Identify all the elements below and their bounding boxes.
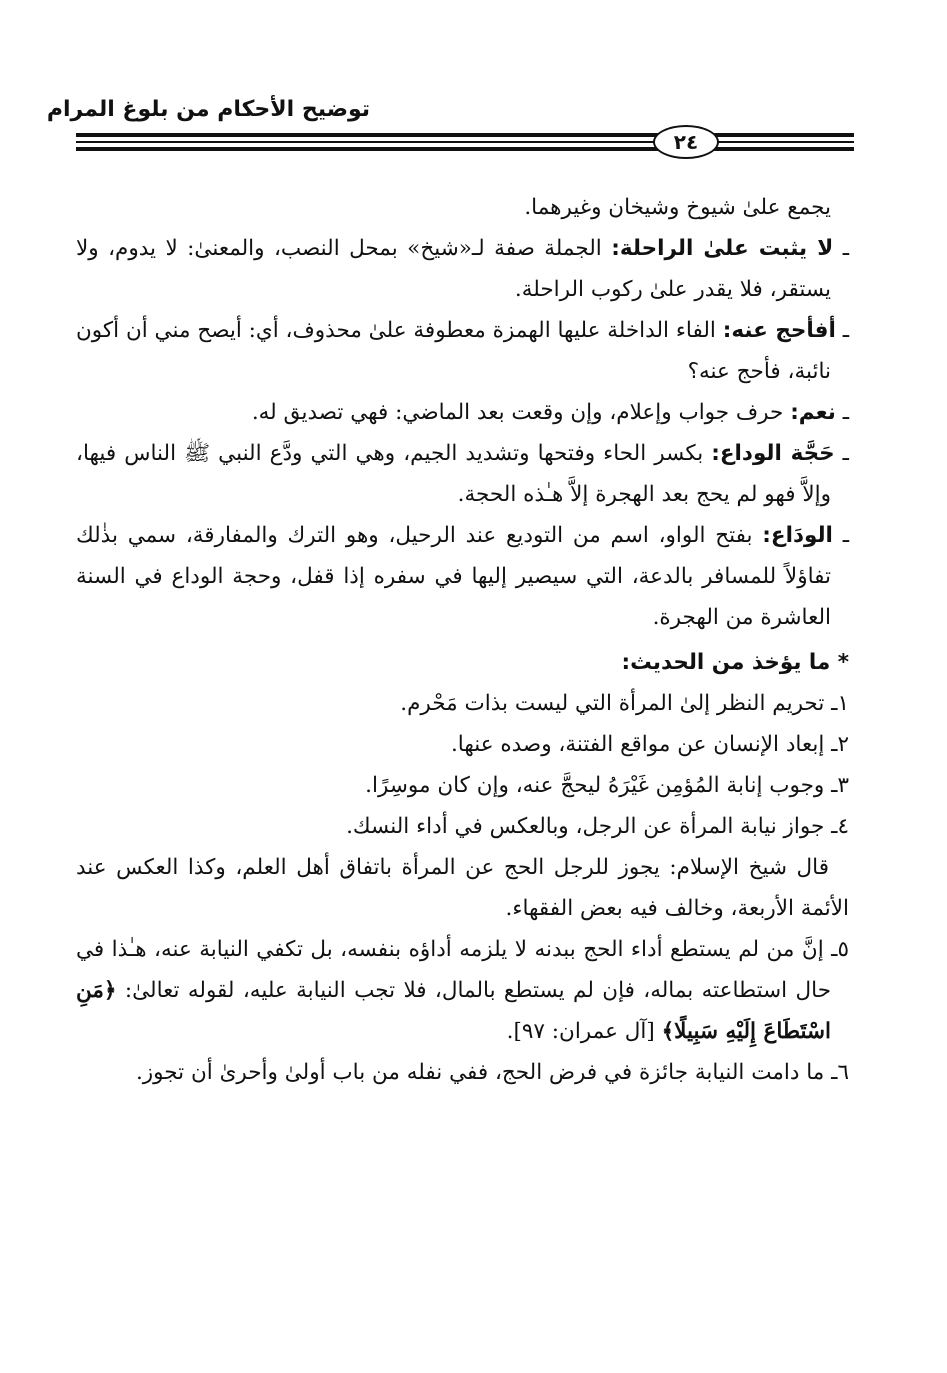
glossary-term: نعم: — [790, 400, 836, 425]
page-body — [76, 187, 849, 1093]
book-title: توضيح الأحكام من بلوغ المرام — [46, 97, 370, 122]
header-rule-bottom — [76, 147, 854, 151]
glossary-term: أفأحج عنه: — [722, 318, 836, 343]
glossary-definition: بكسر الحاء وفتحها وتشديد الجيم، وهي التي ودَّع النبي ﷺ الناس فيها، وإلاَّ فهو لم يحج بعد الهجرة إلاَّ هـٰذه الحجة. — [76, 441, 831, 507]
numbered-item — [76, 929, 849, 1052]
page-header — [46, 95, 854, 165]
glossary-term: الودَاع: — [762, 523, 833, 548]
glossary-entry: ـ أفأحج عنه: الفاء الداخلة عليها الهمزة معطوفة علىٰ محذوف، أي: أيصح مني أن أكون نائبة، فأحج عنه؟ — [76, 318, 849, 384]
glossary-entry: ـ لا يثبت علىٰ الراحلة: الجملة صفة لـ«شيخ» بمحل النصب، والمعنىٰ: لا يدوم، ولا يستقر، فلا يقدر علىٰ ركوب الراحلة. — [76, 236, 850, 302]
header-rule-middle — [76, 141, 854, 143]
numbered-item: ١ـ تحريم النظر إلىٰ المرأة التي ليست بذات مَحْرم. — [400, 691, 849, 716]
glossary-definition: بفتح الواو، اسم من التوديع عند الرحيل، وهو الترك والمفارقة، سمي بذٰلك تفاؤلاً للمسافر بالدعة، التي سيصير إليها في سفره إذا قفل، وحجة الوداع في السنة العاشرة من الهجرة. — [76, 523, 831, 630]
glossary-term: لا يثبت علىٰ الراحلة: — [611, 236, 834, 261]
quran-verse: ﴿مَنِ اسْتَطَاعَ إِلَيْهِ سَبِيلًا﴾ — [76, 978, 831, 1044]
glossary-entry: ـ حَجَّة الوداع: بكسر الحاء وفتحها وتشديد الجيم، وهي التي ودَّع النبي ﷺ الناس فيها، وإلاَّ فهو لم يحج بعد الهجرة إلاَّ هـٰذه الحجة. — [76, 441, 849, 507]
numbered-item: ٣ـ وجوب إنابة المُؤمِن غَيْرَهُ ليحجَّ عنه، وإن كان موسِرًا. — [365, 773, 849, 798]
page-number: ٢٤ — [653, 125, 719, 159]
numbered-item: ٤ـ جواز نيابة المرأة عن الرجل، وبالعكس في أداء النسك. — [346, 814, 849, 839]
glossary-entry: ـ نعم: حرف جواب وإعلام، وإن وقعت بعد الماضي: فهي تصديق له. — [251, 400, 849, 425]
section-heading: * ما يؤخذ من الحديث: — [621, 650, 849, 675]
glossary-definition: الفاء الداخلة عليها الهمزة معطوفة علىٰ محذوف، أي: أيصح مني أن أكون نائبة، فأحج عنه؟ — [76, 318, 831, 384]
quotation-paragraph: قال شيخ الإسلام: يجوز للرجل الحج عن المرأة باتفاق أهل العلم، وكذا العكس عند الأئمة الأربعة، وخالف فيه بعض الفقهاء. — [76, 855, 849, 921]
glossary-definition: حرف جواب وإعلام، وإن وقعت بعد الماضي: فهي تصديق له. — [251, 400, 791, 425]
glossary-term: حَجَّة الوداع: — [711, 441, 835, 466]
item-text: ٥ـ إنَّ من لم يستطع أداء الحج ببدنه لا يلزمه أداؤه بنفسه، بل تكفي النيابة عنه، هـٰذا في حال استطاعته بماله، فإن لم يستطع بالمال، فلا تجب النيابة عليه، لقوله تعالىٰ: — [76, 937, 849, 1003]
numbered-item: ٢ـ إبعاد الإنسان عن مواقع الفتنة، وصده عنها. — [450, 732, 849, 757]
glossary-entry: ـ الودَاع: بفتح الواو، اسم من التوديع عند الرحيل، وهو الترك والمفارقة، سمي بذٰلك تفاؤلاً للمسافر بالدعة، التي سيصير إليها في سفره إذا قفل، وحجة الوداع في السنة العاشرة من الهجرة. — [76, 523, 849, 630]
glossary-definition: الجملة صفة لـ«شيخ» بمحل النصب، والمعنىٰ: لا يدوم، ولا يستقر، فلا يقدر علىٰ ركوب الراحلة. — [76, 236, 831, 302]
header-rule-top — [76, 133, 854, 137]
verse-reference: [آل عمران: ٩٧]. — [506, 1019, 662, 1044]
paragraph-continuation: يجمع علىٰ شيوخ وشيخان وغيرهما. — [524, 195, 831, 220]
numbered-item: ٦ـ ما دامت النيابة جائزة في فرض الحج، ففي نفله من باب أولىٰ وأحرىٰ أن تجوز. — [135, 1060, 849, 1085]
